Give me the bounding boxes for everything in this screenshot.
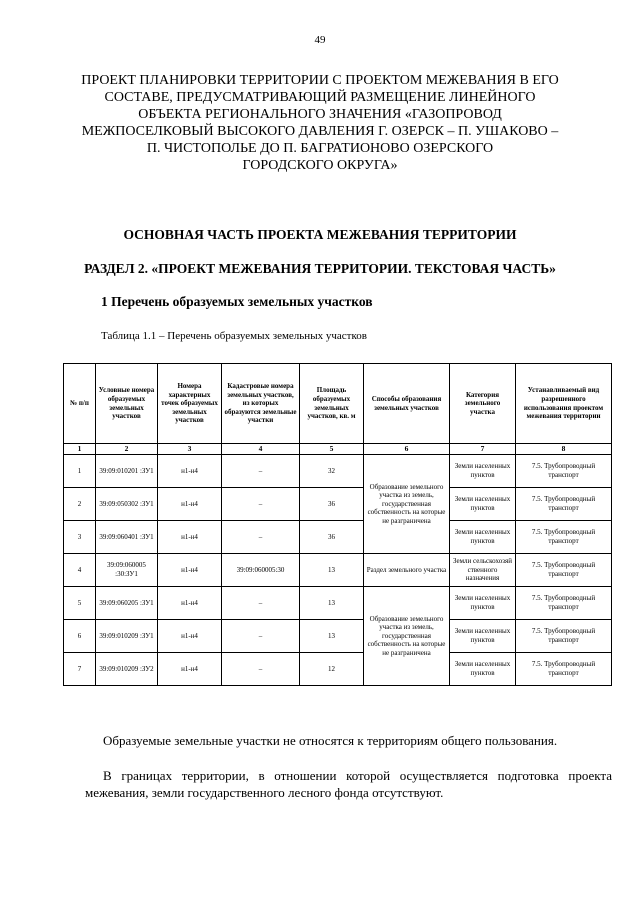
cell-category: Земли сельскохозяй ственного назначения	[450, 554, 516, 587]
cell-method: Образование земельного участка из земель, государственная собственность на которые не разграничена	[364, 455, 450, 554]
table-header-row	[64, 364, 612, 444]
cell-cadastral: –	[222, 455, 300, 488]
column-header: Номера характерных точек образуемых земельных участков	[158, 364, 222, 444]
cell-num: 1	[64, 455, 96, 488]
cell-plot-id: 39:09:060205 :ЗУ1	[96, 587, 158, 620]
table-column-numbers-row	[64, 444, 612, 455]
cell-area: 12	[300, 653, 364, 686]
land-plots-table	[63, 363, 612, 686]
cell-use: 7.5. Трубопроводный транспорт	[516, 653, 612, 686]
cell-num: 2	[64, 488, 96, 521]
cell-plot-id: 39:09:060401 :ЗУ1	[96, 521, 158, 554]
title-line: ГОРОДСКОГО ОКРУГА»	[242, 158, 398, 173]
cell-cadastral: –	[222, 488, 300, 521]
column-header: Площадь образуемых земельных участков, кв. м	[300, 364, 364, 444]
table-row	[64, 653, 612, 686]
title-line: П. ЧИСТОПОЛЬЕ ДО П. БАГРАТИОНОВО ОЗЕРСКОГО	[146, 141, 494, 156]
cell-area: 36	[300, 521, 364, 554]
title-line: ОБЪЕКТА РЕГИОНАЛЬНОГО ЗНАЧЕНИЯ «ГАЗОПРОВОД	[138, 107, 502, 122]
cell-points: н1-н4	[158, 488, 222, 521]
table-row	[64, 620, 612, 653]
page-number: 49	[314, 34, 326, 46]
column-header: Устанавливаемый вид разрешенного использования проектом межевания территории	[516, 364, 612, 444]
part-title: ОСНОВНАЯ ЧАСТЬ ПРОЕКТА МЕЖЕВАНИЯ ТЕРРИТОРИИ	[123, 227, 517, 242]
section-title: РАЗДЕЛ 2. «ПРОЕКТ МЕЖЕВАНИЯ ТЕРРИТОРИИ. ТЕКСТОВАЯ ЧАСТЬ»	[84, 261, 556, 276]
cell-num: 5	[64, 587, 96, 620]
cell-category: Земли населенных пунктов	[450, 455, 516, 488]
cell-area: 32	[300, 455, 364, 488]
cell-plot-id: 39:09:010201 :ЗУ1	[96, 455, 158, 488]
column-number: 5	[300, 444, 364, 455]
cell-cadastral: 39:09:060005:30	[222, 554, 300, 587]
cell-category: Земли населенных пунктов	[450, 620, 516, 653]
cell-area: 36	[300, 488, 364, 521]
cell-num: 6	[64, 620, 96, 653]
cell-plot-id: 39:09:010209 :ЗУ1	[96, 620, 158, 653]
cell-use: 7.5. Трубопроводный транспорт	[516, 455, 612, 488]
paragraph: В границах территории, в отношении которой осуществляется подготовка проекта межевания, земли государственного лесного фонда отсутствуют.	[85, 768, 612, 800]
cell-method: Раздел земельного участка	[364, 554, 450, 587]
title-line: ПРОЕКТ ПЛАНИРОВКИ ТЕРРИТОРИИ С ПРОЕКТОМ МЕЖЕВАНИЯ В ЕГО	[81, 73, 559, 88]
cell-use: 7.5. Трубопроводный транспорт	[516, 554, 612, 587]
cell-cadastral: –	[222, 653, 300, 686]
column-header: № п/п	[64, 364, 96, 444]
cell-category: Земли населенных пунктов	[450, 587, 516, 620]
cell-use: 7.5. Трубопроводный транспорт	[516, 488, 612, 521]
cell-points: н1-н4	[158, 653, 222, 686]
document-title	[70, 72, 570, 174]
cell-use: 7.5. Трубопроводный транспорт	[516, 587, 612, 620]
cell-num: 4	[64, 554, 96, 587]
column-number: 4	[222, 444, 300, 455]
cell-plot-id: 39:09:050302 :ЗУ1	[96, 488, 158, 521]
column-number: 7	[450, 444, 516, 455]
cell-points: н1-н4	[158, 554, 222, 587]
cell-use: 7.5. Трубопроводный транспорт	[516, 620, 612, 653]
cell-num: 3	[64, 521, 96, 554]
cell-category: Земли населенных пунктов	[450, 521, 516, 554]
table-row	[64, 521, 612, 554]
title-line: СОСТАВЕ, ПРЕДУСМАТРИВАЮЩИЙ РАЗМЕЩЕНИЕ ЛИНЕЙНОГО	[104, 90, 536, 105]
cell-points: н1-н4	[158, 521, 222, 554]
cell-area: 13	[300, 620, 364, 653]
cell-points: н1-н4	[158, 587, 222, 620]
cell-area: 13	[300, 587, 364, 620]
cell-plot-id: 39:09:060005 :30:ЗУ1	[96, 554, 158, 587]
cell-cadastral: –	[222, 620, 300, 653]
cell-category: Земли населенных пунктов	[450, 488, 516, 521]
cell-plot-id: 39:09:010209 :ЗУ2	[96, 653, 158, 686]
title-line: МЕЖПОСЕЛКОВЫЙ ВЫСОКОГО ДАВЛЕНИЯ Г. ОЗЕРСК – П. УШАКОВО –	[81, 124, 559, 139]
cell-cadastral: –	[222, 521, 300, 554]
cell-cadastral: –	[222, 587, 300, 620]
column-header: Категория земельного участка	[450, 364, 516, 444]
column-number: 1	[64, 444, 96, 455]
column-header: Кадастровые номера земельных участков, из которых образуются земельные участки	[222, 364, 300, 444]
table-row	[64, 488, 612, 521]
column-header: Условные номера образуемых земельных участков	[96, 364, 158, 444]
cell-method: Образование земельного участка из земель, государственная собственность на которые не разграничена	[364, 587, 450, 686]
column-number: 3	[158, 444, 222, 455]
column-header: Способы образования земельных участков	[364, 364, 450, 444]
column-number: 6	[364, 444, 450, 455]
column-number: 2	[96, 444, 158, 455]
table-row	[64, 587, 612, 620]
cell-points: н1-н4	[158, 620, 222, 653]
cell-num: 7	[64, 653, 96, 686]
cell-category: Земли населенных пунктов	[450, 653, 516, 686]
table-row	[64, 554, 612, 587]
cell-area: 13	[300, 554, 364, 587]
paragraph: Образуемые земельные участки не относятся к территориям общего пользования.	[103, 733, 558, 748]
cell-points: н1-н4	[158, 455, 222, 488]
column-number: 8	[516, 444, 612, 455]
subsection-title: 1 Перечень образуемых земельных участков	[101, 294, 373, 309]
table-caption: Таблица 1.1 – Перечень образуемых земельных участков	[101, 330, 367, 342]
cell-use: 7.5. Трубопроводный транспорт	[516, 521, 612, 554]
table-row	[64, 455, 612, 488]
